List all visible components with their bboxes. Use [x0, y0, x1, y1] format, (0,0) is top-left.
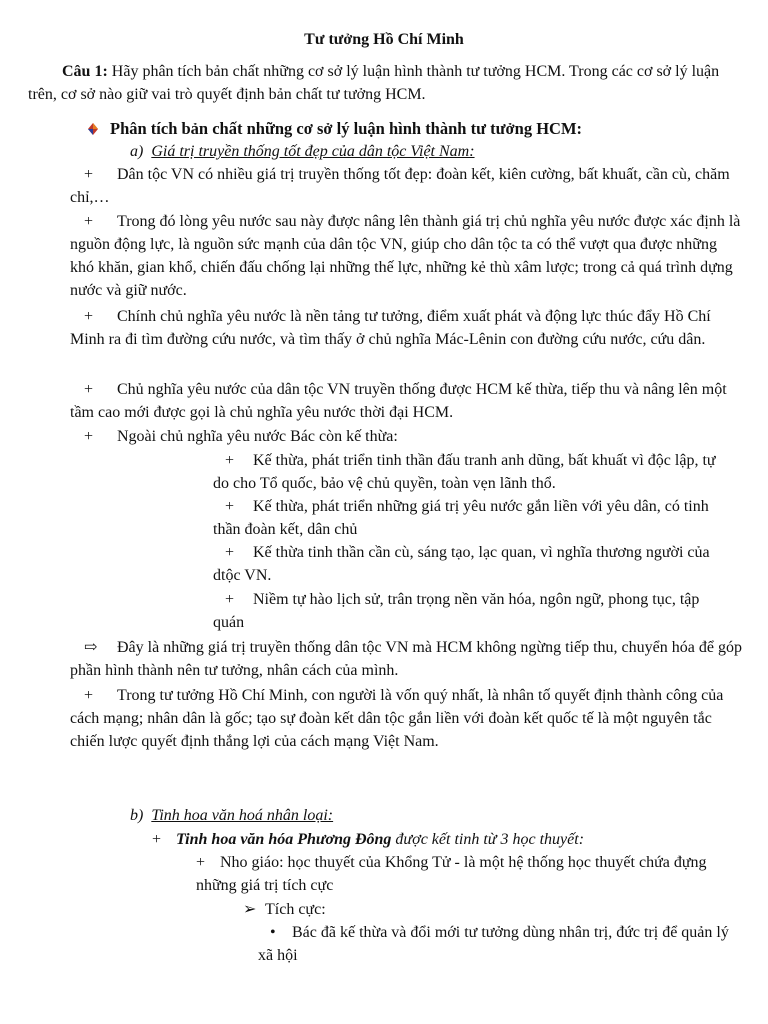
section-a-heading: [130, 140, 690, 163]
paragraph-5: [70, 425, 742, 448]
section-b-sub-bold: Tinh hoa văn hóa Phương Đông: [176, 831, 392, 848]
plus-marker: +: [196, 854, 206, 871]
conclusion-text: Đây là những giá trị truyền thống dân tộc VN mà HCM không ngừng tiếp thu, chuyển hóa để góp phần hình thành nên tư tưởng, nhân cách của mình.: [70, 639, 742, 679]
inherit-item-text: Kế thừa, phát triển tinh thần đấu tranh anh dũng, bất khuất vì độc lập, tự do cho Tổ quốc, bảo vệ chủ quyền, toàn vẹn lãnh thổ.: [213, 452, 716, 492]
question-label: Câu 1:: [62, 63, 108, 80]
paragraph-text: Dân tộc VN có nhiều giá trị truyền thống tốt đẹp: đoàn kết, kiên cường, bất khuất, cần cù, chăm chỉ,…: [70, 166, 730, 206]
plus-marker: +: [84, 381, 94, 398]
positive-item: [243, 898, 643, 921]
plus-marker: +: [84, 166, 94, 183]
plus-marker: +: [84, 428, 94, 445]
inherit-item-text: Niềm tự hào lịch sử, trân trọng nền văn hóa, ngôn ngữ, phong tục, tập quán: [213, 591, 700, 631]
section-b-sub-rest: được kết tinh từ 3 học thuyết:: [391, 831, 585, 848]
plus-marker: +: [225, 591, 235, 608]
section-heading-text: Phân tích bản chất những cơ sở lý luận hình thành tư tưởng HCM:: [110, 119, 583, 138]
bullet-text: Bác đã kế thừa và đổi mới tư tưởng dùng nhân trị, đức trị để quản lý xã hội: [258, 924, 729, 964]
bullet-dot-icon: •: [270, 924, 276, 941]
inherit-item-1: [213, 449, 733, 495]
positive-label: Tích cực:: [265, 901, 326, 918]
paragraph-2: [70, 210, 742, 302]
confucianism-item: [196, 851, 741, 897]
plus-marker: +: [225, 544, 235, 561]
plus-marker: +: [84, 687, 94, 704]
inherit-item-text: Kế thừa tinh thần cần cù, sáng tạo, lạc quan, vì nghĩa thương người của dtộc VN.: [213, 544, 710, 584]
paragraph-text: Chủ nghĩa yêu nước của dân tộc VN truyền thống được HCM kế thừa, tiếp thu và nâng lên một tầm cao mới được gọi là chủ nghĩa yêu nước thời đại HCM.: [70, 381, 727, 421]
bullet-item: [258, 921, 743, 967]
paragraph-6: [70, 684, 742, 753]
plus-marker: +: [84, 308, 94, 325]
paragraph-text: Chính chủ nghĩa yêu nước là nền tảng tư tưởng, điểm xuất phát và động lực thúc đẩy Hồ Chí Minh ra đi tìm đường cứu nước, và tìm thấy ở chủ nghĩa Mác-Lênin con đường cứu nước, cứu dân.: [70, 308, 711, 348]
inherit-item-3: [213, 541, 733, 587]
inherit-item-2: [213, 495, 733, 541]
inherit-item-4: [213, 588, 733, 634]
plus-marker: +: [84, 213, 94, 230]
question-paragraph: [28, 60, 746, 106]
section-b-subheading: [152, 828, 742, 851]
diamond-bullet-icon: [88, 117, 110, 140]
section-a-marker: a): [130, 143, 144, 160]
paragraph-1: [70, 163, 742, 209]
conclusion-paragraph: [70, 636, 742, 682]
paragraph-4: [70, 378, 742, 424]
arrowhead-bullet-icon: ➢: [243, 901, 257, 918]
plus-marker: +: [152, 831, 162, 848]
paragraph-text: Trong tư tưởng Hồ Chí Minh, con người là vốn quý nhất, là nhân tố quyết định thành công của cách mạng; nhân dân là gốc; tạo sự đoàn kết dân tộc gắn liền với đoàn kết quốc tế là một nguyên tắc chiến lược quyết định thắng lợi của cách mạng Việt Nam.: [70, 687, 724, 750]
plus-marker: +: [225, 452, 235, 469]
paragraph-text: Trong đó lòng yêu nước sau này được nâng lên thành giá trị chủ nghĩa yêu nước được xác định là nguồn động lực, là nguồn sức mạnh của dân tộc VN, giúp cho dân tộc ta có thể vượt qua được những khó khăn, gian khổ, chiến đấu chống lại những thế lực, những kẻ thù xâm lược; trong cả quá trình dựng nước và giữ nước.: [70, 213, 741, 299]
section-b-marker: b): [130, 807, 144, 824]
inherit-item-text: Kế thừa, phát triển những giá trị yêu nước gắn liền với yêu dân, có tinh thần đoàn kết, dân chủ: [213, 498, 709, 538]
section-b-heading: [130, 804, 730, 827]
confucianism-text: Nho giáo: học thuyết của Khổng Tử - là một hệ thống học thuyết chứa đựng những giá trị tích cực: [196, 854, 707, 894]
section-a-title: Giá trị truyền thống tốt đẹp của dân tộc Việt Nam:: [151, 143, 475, 160]
question-text: Hãy phân tích bản chất những cơ sở lý luận hình thành tư tưởng HCM. Trong các cơ sở lý luận trên, cơ sở nào giữ vai trò quyết định bản chất tư tưởng HCM.: [28, 63, 720, 103]
section-heading: [88, 117, 738, 140]
paragraph-3: [70, 305, 742, 351]
page-title: Tư tưởng Hồ Chí Minh: [304, 31, 464, 48]
plus-marker: +: [225, 498, 235, 515]
section-b-title: Tinh hoa văn hoá nhân loại:: [151, 807, 334, 824]
arrow-right-icon: ⇨: [84, 639, 98, 656]
paragraph-text: Ngoài chủ nghĩa yêu nước Bác còn kế thừa:: [117, 428, 398, 445]
